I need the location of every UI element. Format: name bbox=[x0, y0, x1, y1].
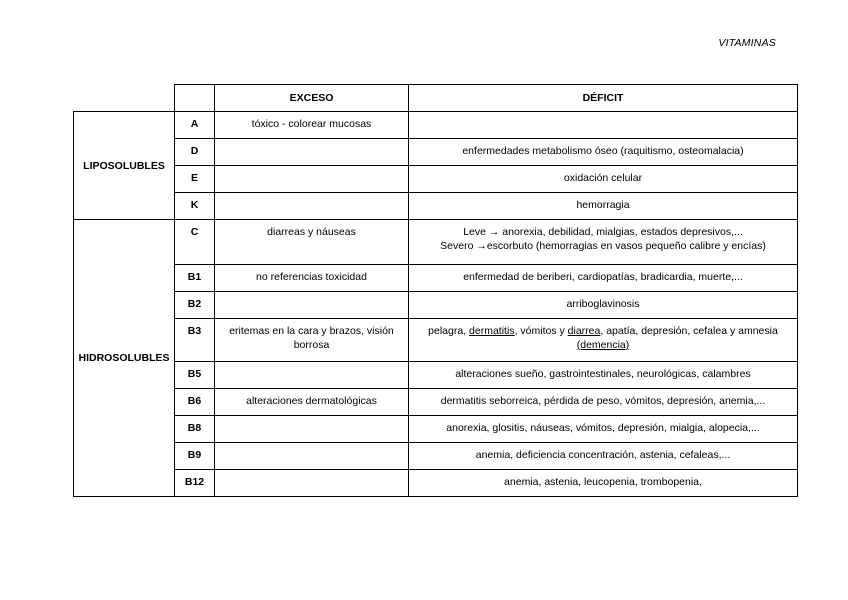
exceso-cell: alteraciones dermatológicas bbox=[215, 389, 409, 416]
vitamin-label: B9 bbox=[175, 443, 215, 470]
exceso-cell bbox=[215, 443, 409, 470]
table-row bbox=[74, 193, 798, 220]
exceso-cell: eritemas en la cara y brazos, visión borrosa bbox=[215, 319, 409, 362]
corner-cell bbox=[74, 85, 175, 112]
table-row bbox=[74, 443, 798, 470]
underlined-term: diarrea bbox=[567, 325, 601, 337]
table-row bbox=[74, 362, 798, 389]
table-row bbox=[74, 166, 798, 193]
underlined-term: (demencia) bbox=[576, 339, 630, 351]
exceso-cell bbox=[215, 416, 409, 443]
document-title: VITAMINAS bbox=[718, 37, 776, 49]
deficit-b3-text: pelagra, dermatitis, vómitos y diarrea, apatía, depresión, cefalea y amnesia (demencia) bbox=[428, 325, 778, 351]
corner-cell-vitamin bbox=[175, 85, 215, 112]
vitamin-label: D bbox=[175, 139, 215, 166]
vitamin-label: B2 bbox=[175, 292, 215, 319]
table-row bbox=[74, 416, 798, 443]
exceso-cell bbox=[215, 362, 409, 389]
table-row bbox=[74, 292, 798, 319]
vitamin-label: B1 bbox=[175, 265, 215, 292]
table-row bbox=[74, 265, 798, 292]
deficit-cell: dermatitis seborreica, pérdida de peso, vómitos, depresión, anemia,... bbox=[409, 389, 798, 416]
column-header-exceso: EXCESO bbox=[215, 85, 409, 112]
deficit-cell bbox=[409, 220, 798, 265]
vitamins-table bbox=[73, 84, 798, 497]
table-row bbox=[74, 470, 798, 497]
table-row bbox=[74, 220, 798, 265]
exceso-cell: tóxico - colorear mucosas bbox=[215, 112, 409, 139]
vitamin-label: A bbox=[175, 112, 215, 139]
deficit-cell: alteraciones sueño, gastrointestinales, neurológicas, calambres bbox=[409, 362, 798, 389]
table-header-row bbox=[74, 85, 798, 112]
deficit-line-leve: Leve → anorexia, debilidad, mialgias, estados depresivos,... bbox=[463, 226, 743, 238]
vitamin-label: B8 bbox=[175, 416, 215, 443]
group-label-liposolubles: LIPOSOLUBLES bbox=[74, 112, 175, 220]
exceso-cell bbox=[215, 292, 409, 319]
exceso-cell bbox=[215, 166, 409, 193]
deficit-cell bbox=[409, 112, 798, 139]
exceso-cell: no referencias toxicidad bbox=[215, 265, 409, 292]
table-row bbox=[74, 112, 798, 139]
deficit-cell: enfermedades metabolismo óseo (raquitismo, osteomalacia) bbox=[409, 139, 798, 166]
underlined-term: dermatitis bbox=[469, 325, 515, 337]
vitamin-label: E bbox=[175, 166, 215, 193]
deficit-cell: enfermedad de beriberi, cardiopatías, bradicardia, muerte,... bbox=[409, 265, 798, 292]
exceso-cell bbox=[215, 139, 409, 166]
vitamin-label: B12 bbox=[175, 470, 215, 497]
deficit-line-severo: Severo →escorbuto (hemorragias en vasos pequeño calibre y encías) bbox=[440, 240, 766, 252]
vitamin-label: C bbox=[175, 220, 215, 265]
vitamin-label: B3 bbox=[175, 319, 215, 362]
deficit-cell bbox=[409, 319, 798, 362]
vitamin-label: K bbox=[175, 193, 215, 220]
deficit-cell: hemorragia bbox=[409, 193, 798, 220]
exceso-cell bbox=[215, 193, 409, 220]
deficit-cell: arriboglavinosis bbox=[409, 292, 798, 319]
table-row bbox=[74, 319, 798, 362]
deficit-cell: anemia, deficiencia concentración, astenia, cefaleas,... bbox=[409, 443, 798, 470]
table-row bbox=[74, 139, 798, 166]
vitamin-label: B5 bbox=[175, 362, 215, 389]
table-row bbox=[74, 389, 798, 416]
exceso-cell bbox=[215, 470, 409, 497]
deficit-cell: oxidación celular bbox=[409, 166, 798, 193]
deficit-cell: anemia, astenia, leucopenia, trombopenia, bbox=[409, 470, 798, 497]
deficit-cell: anorexia, glositis, náuseas, vómitos, depresión, mialgia, alopecia,... bbox=[409, 416, 798, 443]
column-header-deficit: DÉFICIT bbox=[409, 85, 798, 112]
vitamin-label: B6 bbox=[175, 389, 215, 416]
exceso-cell: diarreas y náuseas bbox=[215, 220, 409, 265]
group-label-hidrosolubles: HIDROSOLUBLES bbox=[74, 220, 175, 497]
